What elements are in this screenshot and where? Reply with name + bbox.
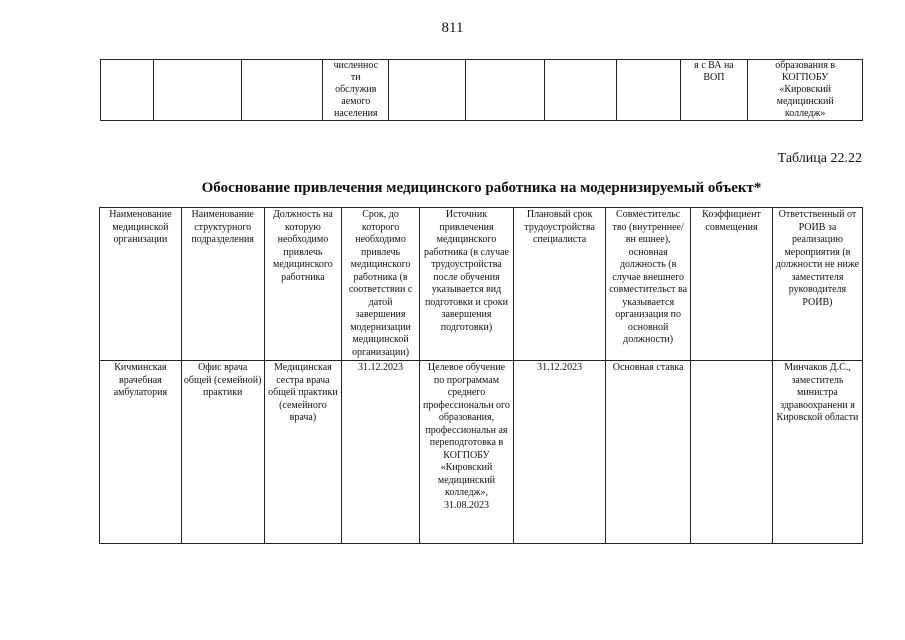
table-cell <box>617 60 680 121</box>
table-cell: Офис врача общей (семейной) практики <box>181 361 264 544</box>
table-cell: Кичминская врачебная амбулатория <box>100 361 182 544</box>
table-cell <box>544 60 616 121</box>
table-cell: численнос ти обслужив аемого населения <box>323 60 389 121</box>
header-cell: Коэффициент совмещения <box>691 208 773 361</box>
continued-table <box>100 59 863 121</box>
table-cell <box>101 60 154 121</box>
header-cell: Источник привлечения медицинского работника (в случае трудоустройства после обучения указывается вид подготовки и сроки завершения подготовки) <box>419 208 513 361</box>
table-row <box>101 60 863 121</box>
header-cell: Плановый срок трудоустройства специалиста <box>514 208 606 361</box>
table-row <box>100 361 863 544</box>
table-label: Таблица 22.22 <box>777 151 862 166</box>
table-cell: 31.12.2023 <box>342 361 420 544</box>
header-cell: Совместительс тво (внутреннее/вн ешнее), основная должность (в случае внешнего совместительст ва указывается организация по основной должности) <box>606 208 691 361</box>
table-cell: образования в КОГПОБУ «Кировский медицинский колледж» <box>748 60 863 121</box>
header-cell: Срок, до которого необходимо привлечь медицинского работника (в соответствии с датой завершения модернизации медицинской организации) <box>342 208 420 361</box>
table-cell <box>691 361 773 544</box>
page-number: 811 <box>441 20 464 36</box>
table-cell <box>465 60 544 121</box>
table-cell: Медицинская сестра врача общей практики (семейного врача) <box>264 361 342 544</box>
table-cell: я с ВА на ВОП <box>680 60 748 121</box>
table-cell <box>242 60 323 121</box>
table-header-row <box>100 208 863 361</box>
header-cell: Ответственный от РОИВ за реализацию мероприятия (в должности не ниже заместителя руководителя РОИВ) <box>772 208 862 361</box>
main-table <box>99 207 863 544</box>
table-cell <box>154 60 242 121</box>
table-cell <box>389 60 466 121</box>
header-cell: Наименование медицинской организации <box>100 208 182 361</box>
table-title: Обоснование привлечения медицинского работника на модернизируемый объект* <box>201 180 762 196</box>
header-cell: Наименование структурного подразделения <box>181 208 264 361</box>
table-cell: Целевое обучение по программам среднего профессиональн ого образования, профессиональн ая переподготовка в КОГПОБУ «Кировский медицинский колледж», 31.08.2023 <box>419 361 513 544</box>
table-cell: Минчаков Д.С., заместитель министра здравоохранени я Кировской области <box>772 361 862 544</box>
table-cell: Основная ставка <box>606 361 691 544</box>
table-cell: 31.12.2023 <box>514 361 606 544</box>
header-cell: Должность на которую необходимо привлечь медицинского работника <box>264 208 342 361</box>
